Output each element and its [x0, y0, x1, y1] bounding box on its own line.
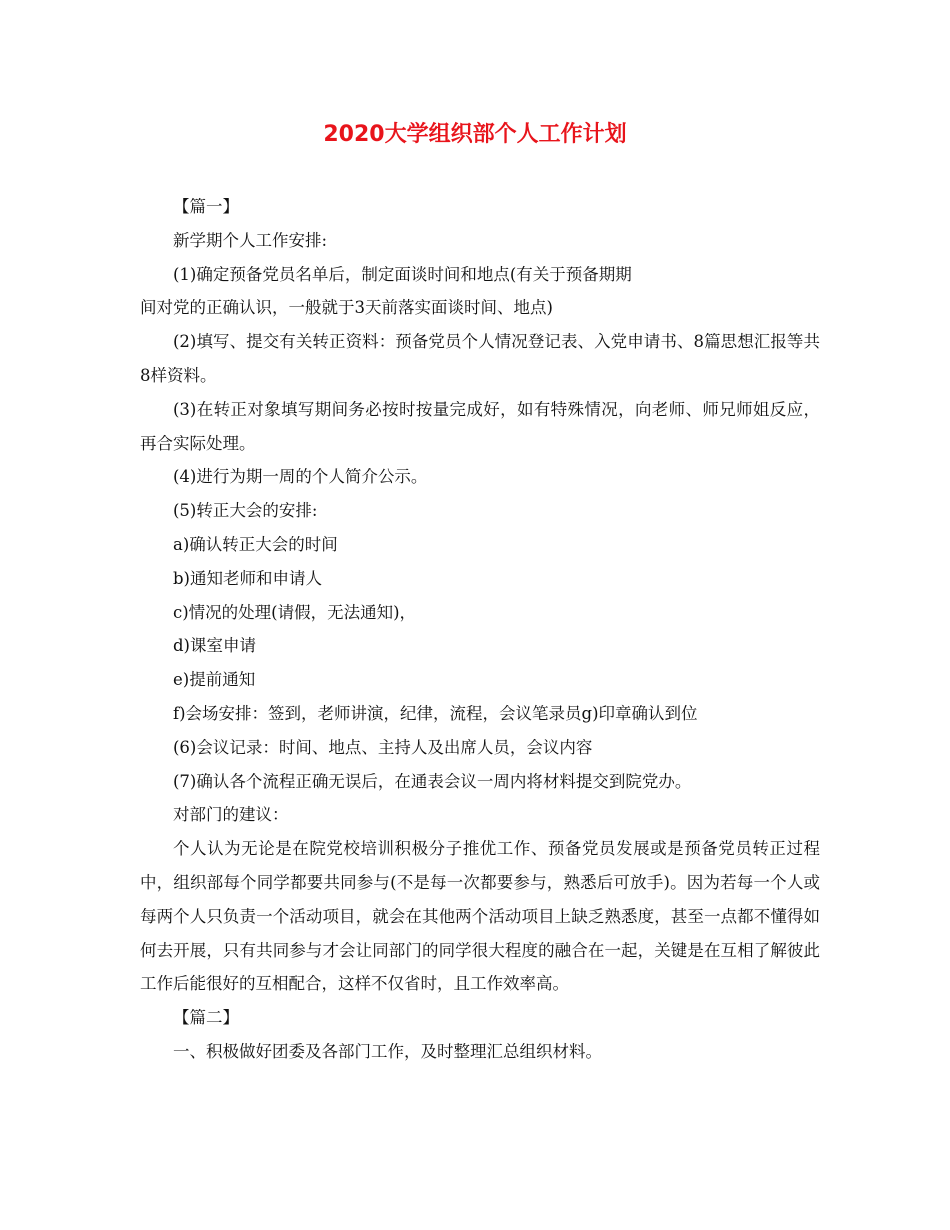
list-item: f)会场安排：签到，老师讲演，纪律，流程，会议笔录员g)印章确认到位: [173, 703, 698, 723]
paragraph: (7)确认各个流程正确无误后，在通表会议一周内将材料提交到院党办。: [173, 771, 692, 791]
list-item: d)课室申请: [173, 636, 256, 656]
list-item: c)情况的处理(请假，无法通知)，: [173, 602, 417, 622]
paragraph: (2)填写、提交有关转正资料：预备党员个人情况登记表、入党申请书、8篇思想汇报等共8样资料。: [140, 332, 820, 385]
list-item: a)确认转正大会的时间: [173, 534, 338, 554]
paragraph: 一、积极做好团委及各部门工作，及时整理汇总组织材料。: [173, 1041, 602, 1061]
paragraph: (3)在转正对象填写期间务必按时按量完成好，如有特殊情况，向老师、师兄师姐反应，再合实际处理。: [140, 399, 820, 453]
list-item: e)提前通知: [173, 670, 256, 690]
list-item: b)通知老师和申请人: [173, 568, 322, 588]
section-heading-1: 【篇一】: [173, 197, 239, 216]
paragraph: (5)转正大会的安排:: [173, 501, 318, 521]
paragraph: (4)进行为期一周的个人简介公示。: [173, 467, 428, 487]
section-heading-2: 【篇二】: [173, 1008, 239, 1028]
paragraph: 个人认为无论是在院党校培训积极分子推优工作、预备党员发展或是预备党员转正过程中，组织部每个同学都要共同参与(不是每一次都要参与，熟悉后可放手)。因为若每一个人或每两个人只负责一个活动项目，就会在其他两个活动项目上缺乏熟悉度，甚至一点都不懂得如何去开展，只有共同参与才会让同部门的同学很大程度的融合在一起，关键是在互相了解彼此工作后能很好的互相配合，这样不仅省时，且工作效率高。: [140, 839, 820, 994]
paragraph: (6)会议记录：时间、地点、主持人及出席人员，会议内容: [173, 737, 593, 757]
paragraph: 间对党的正确认识，一般就于3天前落实面谈时间、地点): [140, 298, 553, 318]
paragraph: 新学期个人工作安排:: [173, 230, 328, 250]
document-body: [140, 190, 820, 1069]
paragraph: 对部门的建议：: [173, 805, 289, 825]
document-title: 2020大学组织部个人工作计划: [323, 122, 627, 147]
paragraph: (1)确定预备党员名单后，制定面谈时间和地点(有关于预备期期: [173, 264, 632, 284]
